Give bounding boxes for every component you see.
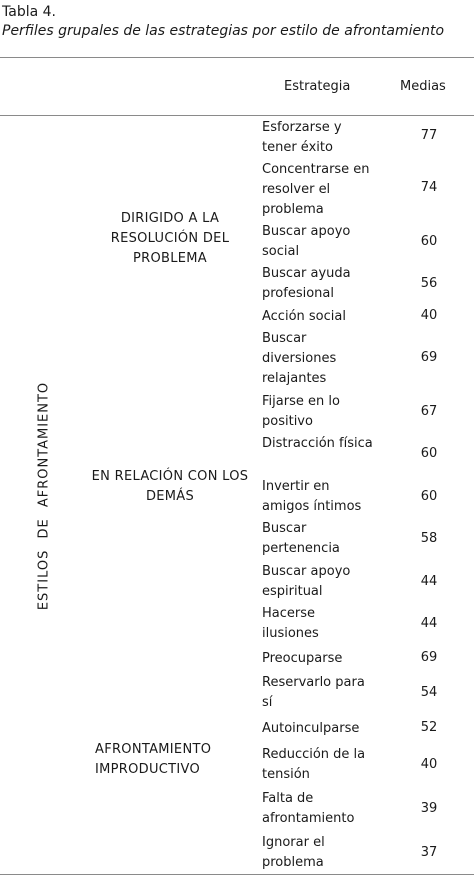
strategy-cell: Invertir en amigos íntimos	[262, 479, 362, 514]
strategy-cell: Buscar apoyo espiritual	[262, 564, 351, 599]
mean-cell: 60	[420, 489, 438, 504]
strategy-cell: Buscar diversiones relajantes	[262, 331, 337, 386]
strategy-cell: Reducción de la tensión	[262, 747, 366, 782]
table-number: Tabla 4.	[2, 4, 56, 20]
mean-cell: 39	[420, 801, 438, 816]
bottom-rule	[0, 874, 474, 875]
top-rule	[0, 57, 474, 58]
mean-cell: 77	[420, 128, 438, 143]
strategy-cell: Reservarlo para sí	[262, 675, 365, 710]
table-subtitle: Perfiles grupales de las estrategias por estilo de afrontamiento	[2, 23, 445, 39]
strategy-cell: Ignorar el problema	[262, 835, 325, 870]
mean-cell: 60	[420, 446, 438, 461]
strategy-cell: Autoinculparse	[262, 721, 360, 736]
strategy-cell: Concentrarse en resolver el problema	[262, 162, 370, 217]
strategy-cell: Hacerse ilusiones	[262, 606, 319, 641]
strategy-cell: Esforzarse y tener éxito	[262, 120, 342, 155]
strategy-cell: Distracción física	[262, 436, 373, 451]
mean-cell: 40	[420, 757, 438, 772]
header-rule	[0, 115, 474, 116]
mean-cell: 52	[420, 720, 438, 735]
mean-cell: 40	[420, 308, 438, 323]
strategy-cell: Buscar ayuda profesional	[262, 266, 351, 301]
mean-cell: 60	[420, 234, 438, 249]
strategy-cell: Buscar apoyo social	[262, 224, 351, 259]
mean-cell: 37	[420, 845, 438, 860]
group-label-resolution: DIRIGIDO A LA RESOLUCIÓN DEL PROBLEMA	[110, 211, 230, 266]
strategy-cell: Buscar pertenencia	[262, 521, 340, 556]
mean-cell: 44	[420, 616, 438, 631]
mean-cell: 44	[420, 574, 438, 589]
mean-cell: 69	[420, 350, 438, 365]
mean-cell: 74	[420, 180, 438, 195]
header-strategy: Estrategia	[284, 79, 351, 94]
strategy-cell: Fijarse en lo positivo	[262, 394, 340, 429]
header-means: Medias	[400, 79, 446, 94]
strategy-cell: Preocuparse	[262, 651, 343, 666]
mean-cell: 54	[420, 685, 438, 700]
group-label-others: EN RELACIÓN CON LOS DEMÁS	[91, 469, 249, 504]
mean-cell: 67	[420, 404, 438, 419]
group-label-unproductive: AFRONTAMIENTO IMPRODUCTIVO	[95, 742, 212, 777]
mean-cell: 56	[420, 276, 438, 291]
mean-cell: 58	[420, 531, 438, 546]
side-label-text: ESTILOS DE AFRONTAMIENTO	[36, 381, 52, 611]
mean-cell: 69	[420, 650, 438, 665]
strategy-cell: Acción social	[262, 309, 346, 324]
strategy-cell: Falta de afrontamiento	[262, 791, 355, 826]
